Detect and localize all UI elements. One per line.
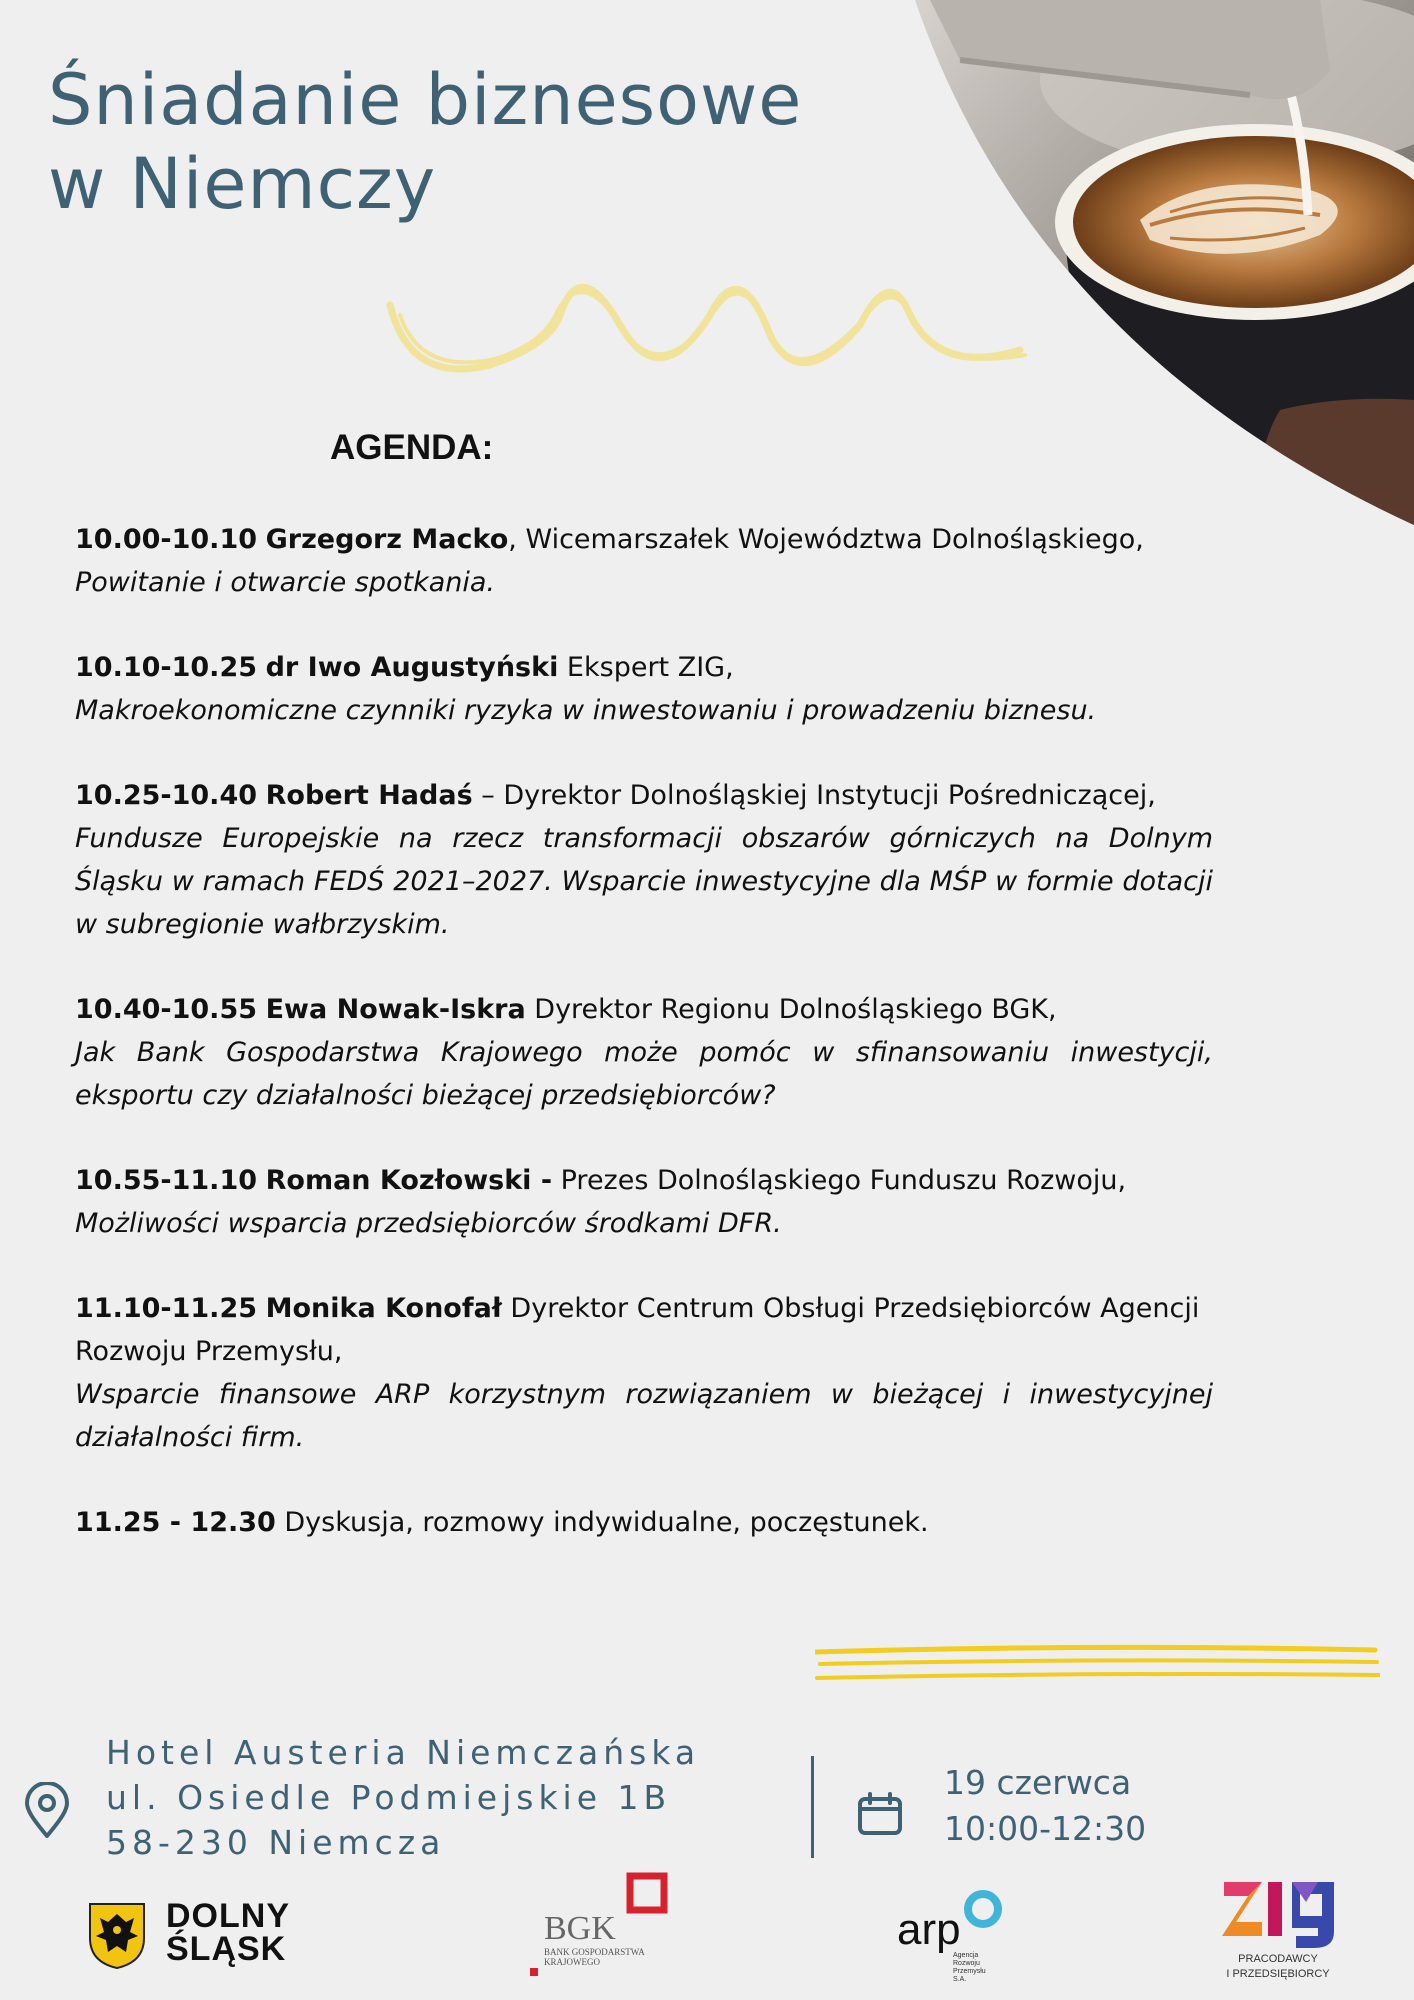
speaker-role: – Dyrektor Dolnośląskiej Instytucji Pośredniczącej, — [472, 780, 1156, 811]
bgk-logo-text: BGK — [544, 1910, 616, 1947]
speaker-name: Ewa Nowak-Iskra — [265, 994, 526, 1025]
agenda-heading: AGENDA: — [330, 428, 494, 467]
venue-city: 58-230 Niemcza — [106, 1823, 446, 1862]
agenda-item — [75, 1159, 1213, 1245]
session-description: Dyskusja, rozmowy indywidualne, poczęstunek. — [275, 1507, 929, 1538]
session-topic: Makroekonomiczne czynniki ryzyka w inwestowaniu i prowadzeniu biznesu. — [75, 695, 1097, 726]
venue-address — [106, 1730, 700, 1865]
agenda-item — [75, 646, 1213, 732]
event-date: 19 czerwca — [944, 1763, 1132, 1802]
calendar-icon — [857, 1792, 903, 1836]
dolny-slask-logo-text — [166, 1897, 290, 1968]
yellow-scribble-decoration — [380, 255, 1040, 385]
bgk-sub-line-1: BANK GOSPODARSTWA — [544, 1947, 645, 1957]
zig-sub-line-1: PRACODAWCY — [1238, 1953, 1318, 1965]
speaker-name: Grzegorz Macko — [265, 524, 509, 555]
agenda-time: 10.40-10.55 — [75, 994, 258, 1025]
session-topic: Jak Bank Gospodarstwa Krajowego może pomóc w sfinansowaniu inwestycji, eksportu czy działalności bieżącej przedsiębiorców? — [75, 1037, 1213, 1111]
agenda-time: 10.10-10.25 — [75, 652, 258, 683]
dolny-slask-line-1: DOLNY — [166, 1897, 290, 1935]
speaker-name: Robert Hadaś — [265, 780, 473, 811]
agenda-time: 10.55-11.10 — [75, 1165, 258, 1196]
dolny-slask-line-2: ŚLĄSK — [166, 1930, 287, 1968]
vertical-divider — [811, 1756, 814, 1858]
venue-street: ul. Osiedle Podmiejskie 1B — [106, 1778, 672, 1817]
agenda-item — [75, 774, 1213, 946]
agenda-time: 10.00-10.10 — [75, 524, 258, 555]
agenda-time: 11.10-11.25 — [75, 1293, 258, 1324]
session-topic: Fundusze Europejskie na rzecz transformacji obszarów górniczych na Dolnym Śląsku w ramach FEDŚ 2021–2027. Wsparcie inwestycyjne dla MŚP w formie dotacji w subregionie wałbrzyskim. — [75, 823, 1213, 940]
event-time: 10:00-12:30 — [944, 1809, 1147, 1848]
speaker-role: , Wicemarszałek Województwa Dolnośląskiego, — [508, 524, 1144, 555]
agenda-time: 11.25 - 12.30 — [75, 1507, 276, 1538]
speaker-name: dr Iwo Augustyński — [265, 652, 559, 683]
zig-logo-subtitle — [1218, 1952, 1338, 1982]
speaker-role: Dyrektor Centrum Obsługi Przedsiębiorców Agencji Rozwoju Przemysłu, — [75, 1293, 1200, 1367]
speaker-role: Prezes Dolnośląskiego Funduszu Rozwoju, — [552, 1165, 1127, 1196]
arp-logo-text: arp — [897, 1905, 961, 1954]
arp-logo-ring — [962, 1888, 1004, 1930]
venue-name: Hotel Austeria Niemczańska — [106, 1733, 701, 1772]
bgk-sub-line-2: KRAJOWEGO — [544, 1957, 600, 1967]
zig-sub-line-2: I PRZEDSIĘBIORCY — [1226, 1968, 1330, 1980]
location-pin-icon — [22, 1782, 72, 1840]
session-topic: Powitanie i otwarcie spotkania. — [75, 567, 496, 598]
agenda-item — [75, 1501, 1213, 1544]
arp-sub-line-2: Rozwoju — [953, 1960, 980, 1967]
arp-logo-subtitle — [953, 1952, 1013, 1984]
agenda-item — [75, 1287, 1213, 1459]
agenda-list — [75, 518, 1213, 1586]
bgk-logo-subtitle — [544, 1947, 684, 1967]
dolny-slask-crest-logo — [88, 1902, 146, 1970]
speaker-role: Ekspert ZIG, — [558, 652, 734, 683]
arp-sub-line-4: S.A. — [953, 1976, 967, 1983]
arp-sub-line-1: Agencja — [953, 1952, 979, 1959]
speaker-role: Dyrektor Regionu Dolnośląskiego BGK, — [525, 994, 1057, 1025]
agenda-item — [75, 518, 1213, 604]
session-topic: Możliwości wsparcia przedsiębiorców środkami DFR. — [75, 1208, 782, 1239]
agenda-item — [75, 988, 1213, 1117]
agenda-time: 10.25-10.40 — [75, 780, 258, 811]
title-line-2: w Niemczy — [48, 143, 437, 225]
yellow-lines-decoration — [815, 1640, 1380, 1690]
speaker-name: Monika Konofał — [265, 1293, 502, 1324]
page-title — [48, 58, 802, 226]
speaker-name: Roman Kozłowski - — [265, 1165, 553, 1196]
event-date-time — [944, 1760, 1146, 1852]
session-topic: Wsparcie finansowe ARP korzystnym rozwiązaniem w bieżącej i inwestycyjnej działalności firm. — [75, 1379, 1213, 1453]
title-line-1: Śniadanie biznesowe — [48, 59, 803, 141]
arp-sub-line-3: Przemysłu — [953, 1968, 986, 1975]
zig-logo — [1222, 1878, 1340, 1948]
